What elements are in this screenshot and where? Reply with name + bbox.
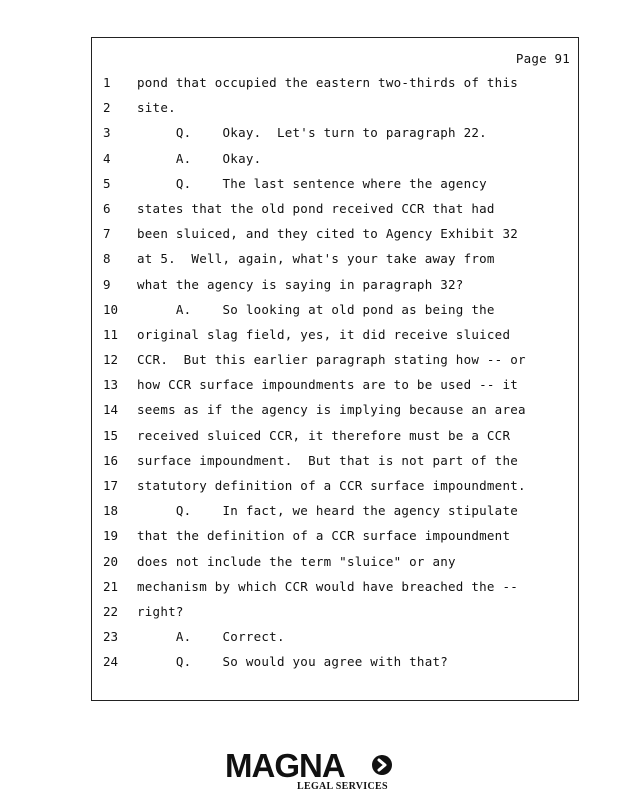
line-text: Q. In fact, we heard the agency stipulate: [137, 503, 519, 519]
line-text: that the definition of a CCR surface impoundment: [137, 528, 511, 544]
transcript-line: [92, 498, 578, 523]
line-number: 11: [103, 326, 119, 342]
transcript-line: [92, 297, 578, 322]
transcript-line: [92, 523, 578, 548]
line-text: been sluiced, and they cited to Agency Exhibit 32: [137, 226, 519, 242]
logo-tagline: LEGAL SERVICES: [297, 781, 388, 792]
line-number: 15: [103, 427, 119, 443]
transcript-page: [91, 37, 579, 701]
transcript-lines: [92, 70, 578, 675]
line-text: mechanism by which CCR would have breached the --: [137, 578, 519, 594]
transcript-line: [92, 221, 578, 246]
line-text: CCR. But this earlier paragraph stating how -- or: [137, 352, 526, 368]
transcript-line: [92, 549, 578, 574]
transcript-line: [92, 322, 578, 347]
transcript-line: [92, 423, 578, 448]
line-text: original slag field, yes, it did receive sluiced: [137, 326, 511, 342]
line-number: 8: [103, 251, 111, 267]
transcript-line: [92, 448, 578, 473]
line-number: 20: [103, 553, 119, 569]
line-number: 2: [103, 100, 111, 116]
line-text: states that the old pond received CCR that had: [137, 200, 495, 216]
line-number: 18: [103, 503, 119, 519]
transcript-line: [92, 347, 578, 372]
magna-logo: [225, 748, 395, 792]
line-number: 12: [103, 352, 119, 368]
page-number: Page 91: [515, 51, 570, 66]
transcript-line: [92, 473, 578, 498]
line-text: seems as if the agency is implying because an area: [137, 402, 526, 418]
line-text: Q. Okay. Let's turn to paragraph 22.: [137, 125, 487, 141]
transcript-line: [92, 120, 578, 145]
line-text: Q. The last sentence where the agency: [137, 175, 487, 191]
line-number: 9: [103, 276, 111, 292]
line-text: received sluiced CCR, it therefore must be a CCR: [137, 427, 511, 443]
transcript-line: [92, 272, 578, 297]
line-number: 4: [103, 150, 111, 166]
line-text: right?: [137, 603, 184, 619]
line-text: A. Okay.: [137, 150, 262, 166]
line-number: 23: [103, 629, 119, 645]
logo-wordmark: MAGNA: [225, 747, 345, 784]
line-text: A. Correct.: [137, 629, 285, 645]
line-number: 24: [103, 654, 119, 670]
line-text: does not include the term "sluice" or any: [137, 553, 456, 569]
line-text: statutory definition of a CCR surface impoundment.: [137, 478, 526, 493]
line-text: what the agency is saying in paragraph 32?: [137, 276, 464, 292]
transcript-line: [92, 196, 578, 221]
line-number: 16: [103, 452, 119, 468]
transcript-line: [92, 146, 578, 171]
transcript-line: [92, 95, 578, 120]
line-number: 21: [103, 578, 119, 594]
line-text: A. So looking at old pond as being the: [137, 301, 495, 317]
line-number: 10: [103, 301, 119, 317]
transcript-line: [92, 599, 578, 624]
transcript-line: [92, 70, 578, 95]
line-number: 5: [103, 175, 111, 191]
transcript-line: [92, 372, 578, 397]
line-text: Q. So would you agree with that?: [137, 654, 449, 670]
line-text: at 5. Well, again, what's your take away from: [137, 251, 495, 267]
transcript-line: [92, 624, 578, 649]
line-number: 19: [103, 528, 119, 544]
transcript-line: [92, 574, 578, 599]
line-number: 14: [103, 402, 119, 418]
line-number: 3: [103, 125, 111, 141]
transcript-line: [92, 246, 578, 271]
transcript-line: [92, 397, 578, 422]
line-text: site.: [137, 100, 176, 116]
line-number: 7: [103, 226, 111, 242]
line-number: 22: [103, 603, 119, 619]
line-number: 6: [103, 200, 111, 216]
line-text: how CCR surface impoundments are to be used -- it: [137, 377, 519, 393]
line-number: 13: [103, 377, 119, 393]
chevron-right-icon: [371, 754, 393, 776]
line-text: pond that occupied the eastern two-thirds of this: [137, 75, 519, 90]
line-text: surface impoundment. But that is not part of the: [137, 452, 519, 468]
line-number: 17: [103, 478, 119, 493]
line-number: 1: [103, 75, 111, 90]
transcript-line: [92, 171, 578, 196]
transcript-line: [92, 649, 578, 674]
